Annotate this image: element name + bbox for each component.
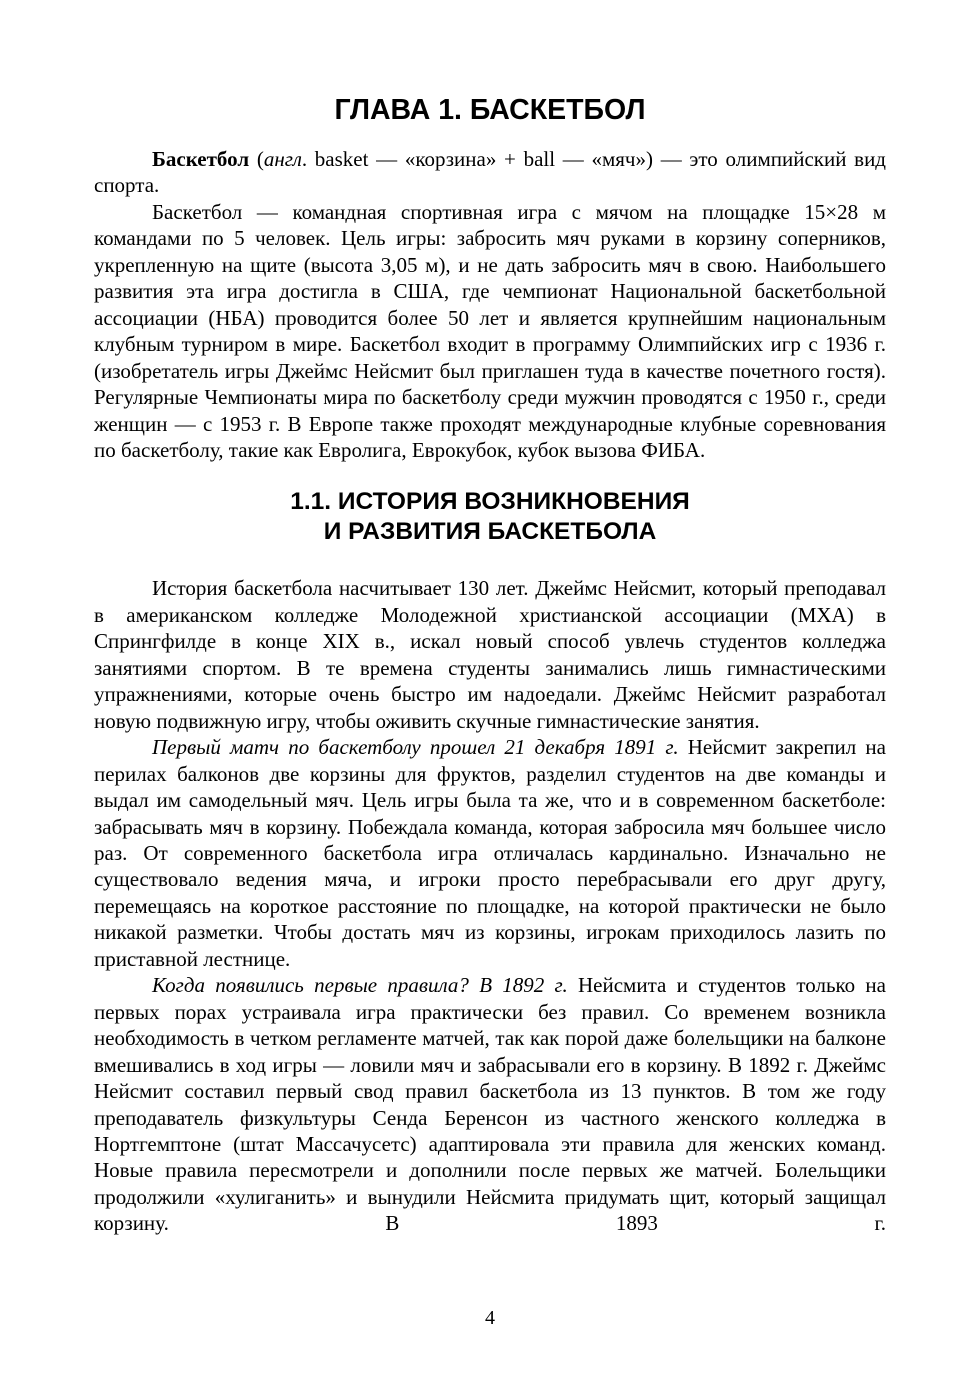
intro-definition-paragraph <box>94 146 886 199</box>
etymology-text: . basket — «корзина» + ball — «мяч») — это олимпийский вид спорта. <box>94 147 886 198</box>
section-title-line-2: И РАЗВИТИЯ БАСКЕТБОЛА <box>323 518 657 546</box>
first-rules-text: Нейсмита и студентов только на первых порах устраивала игра практически без правил. Со временем возникла необходимость в четком регламенте матчей, так как порой даже болельщики на балконе вмешивались в ход игры — ловили мяч и забрасывали его в корзину. В 1892 г. Джеймс Нейсмит составил первый свод правил баскетбола из 13 пунктов. В том же году преподаватель физкультуры Сенда Беренсон из частного женского колледжа в Нортгемптоне (штат Массачусетс) адаптировала эти правила для женских команд. Новые правила пересмотрели и дополнили после первых же матчей. Болельщики продолжили «хулиганить» и вынудили Нейсмита придумать щит, который защищал корзину. В 1893 г. <box>94 973 886 1236</box>
chapter-title: ГЛАВА 1. БАСКЕТБОЛ <box>334 94 646 126</box>
page-number: 4 <box>485 1307 495 1329</box>
history-paragraph-1: История баскетбола насчитывает 130 лет. Джеймс Нейсмит, который преподавал в американском колледже Молодежной христианской ассоциации (МХА) в Спрингфилде в конце XIX в., искал новый способ увлечь студентов колледжа занятиями спортом. В те времена студенты занимались лишь гимнастическими упражнениями, которые очень быстро им надоедали. Джеймс Нейсмит разработал новую подвижную игру, чтобы оживить скучные гимнастические занятия. <box>94 576 886 733</box>
first-rules-lead: Когда появились первые правила? В 1892 г. <box>152 973 568 998</box>
first-match-text: Нейсмит закрепил на перилах балконов две корзины для фруктов, разделил студентов на две команды и выдал им самодельный мяч. Цель игры была та же, что и в современном баскетболе: забрасывать мяч в корзину. Побеждала команда, которая забросила мяч большее число раз. От современного баскетбола игра отличалась кардинально. Изначально не существовало ведения мяча, и игроки просто перебрасывали его друг другу, перемещаясь на короткое расстояние по площадке, на которой практически не было никакой разметки. Чтобы достать мяч из корзины, игрокам приходилось лазить по приставной лестнице. <box>94 735 886 971</box>
section-title <box>94 487 886 547</box>
lang-abbreviation: англ <box>263 147 302 171</box>
definition-open-paren: ( <box>249 147 264 171</box>
term-basketball: Баскетбол <box>152 147 250 171</box>
first-match-lead: Первый матч по баскетболу прошел 21 декабря 1891 г. <box>152 735 679 760</box>
history-paragraph-2 <box>94 734 886 972</box>
history-paragraph-3 <box>94 972 886 1237</box>
page-body <box>94 92 886 1237</box>
section-title-line-1: 1.1. ИСТОРИЯ ВОЗНИКНОВЕНИЯ <box>290 488 690 516</box>
intro-description-paragraph: Баскетбол — командная спортивная игра с мячом на площадке 15×28 м командами по 5 человек. Цель игры: забросить мяч руками в корзину соперников, укрепленную на щите (высота 3,05 м), и не дать забросить мяч в свою. Наибольшего развития эта игра достигла в США, где чемпионат Национальной баскетбольной ассоциации (НБА) проводится более 50 лет и является крупнейшим национальным клубным турниром в мире. Баскетбол входит в программу Олимпийских игр с 1936 г. (изобретатель игры Джеймс Нейсмит был приглашен туда в качестве почетного гостя). Регулярные Чемпионаты мира по баскетболу среди мужчин проводятся с 1950 г., среди женщин — с 1953 г. В Европе также проходят международные клубные соревнования по баскетболу, такие как Евролига, Еврокубок, кубок вызова ФИБА. <box>94 199 886 462</box>
